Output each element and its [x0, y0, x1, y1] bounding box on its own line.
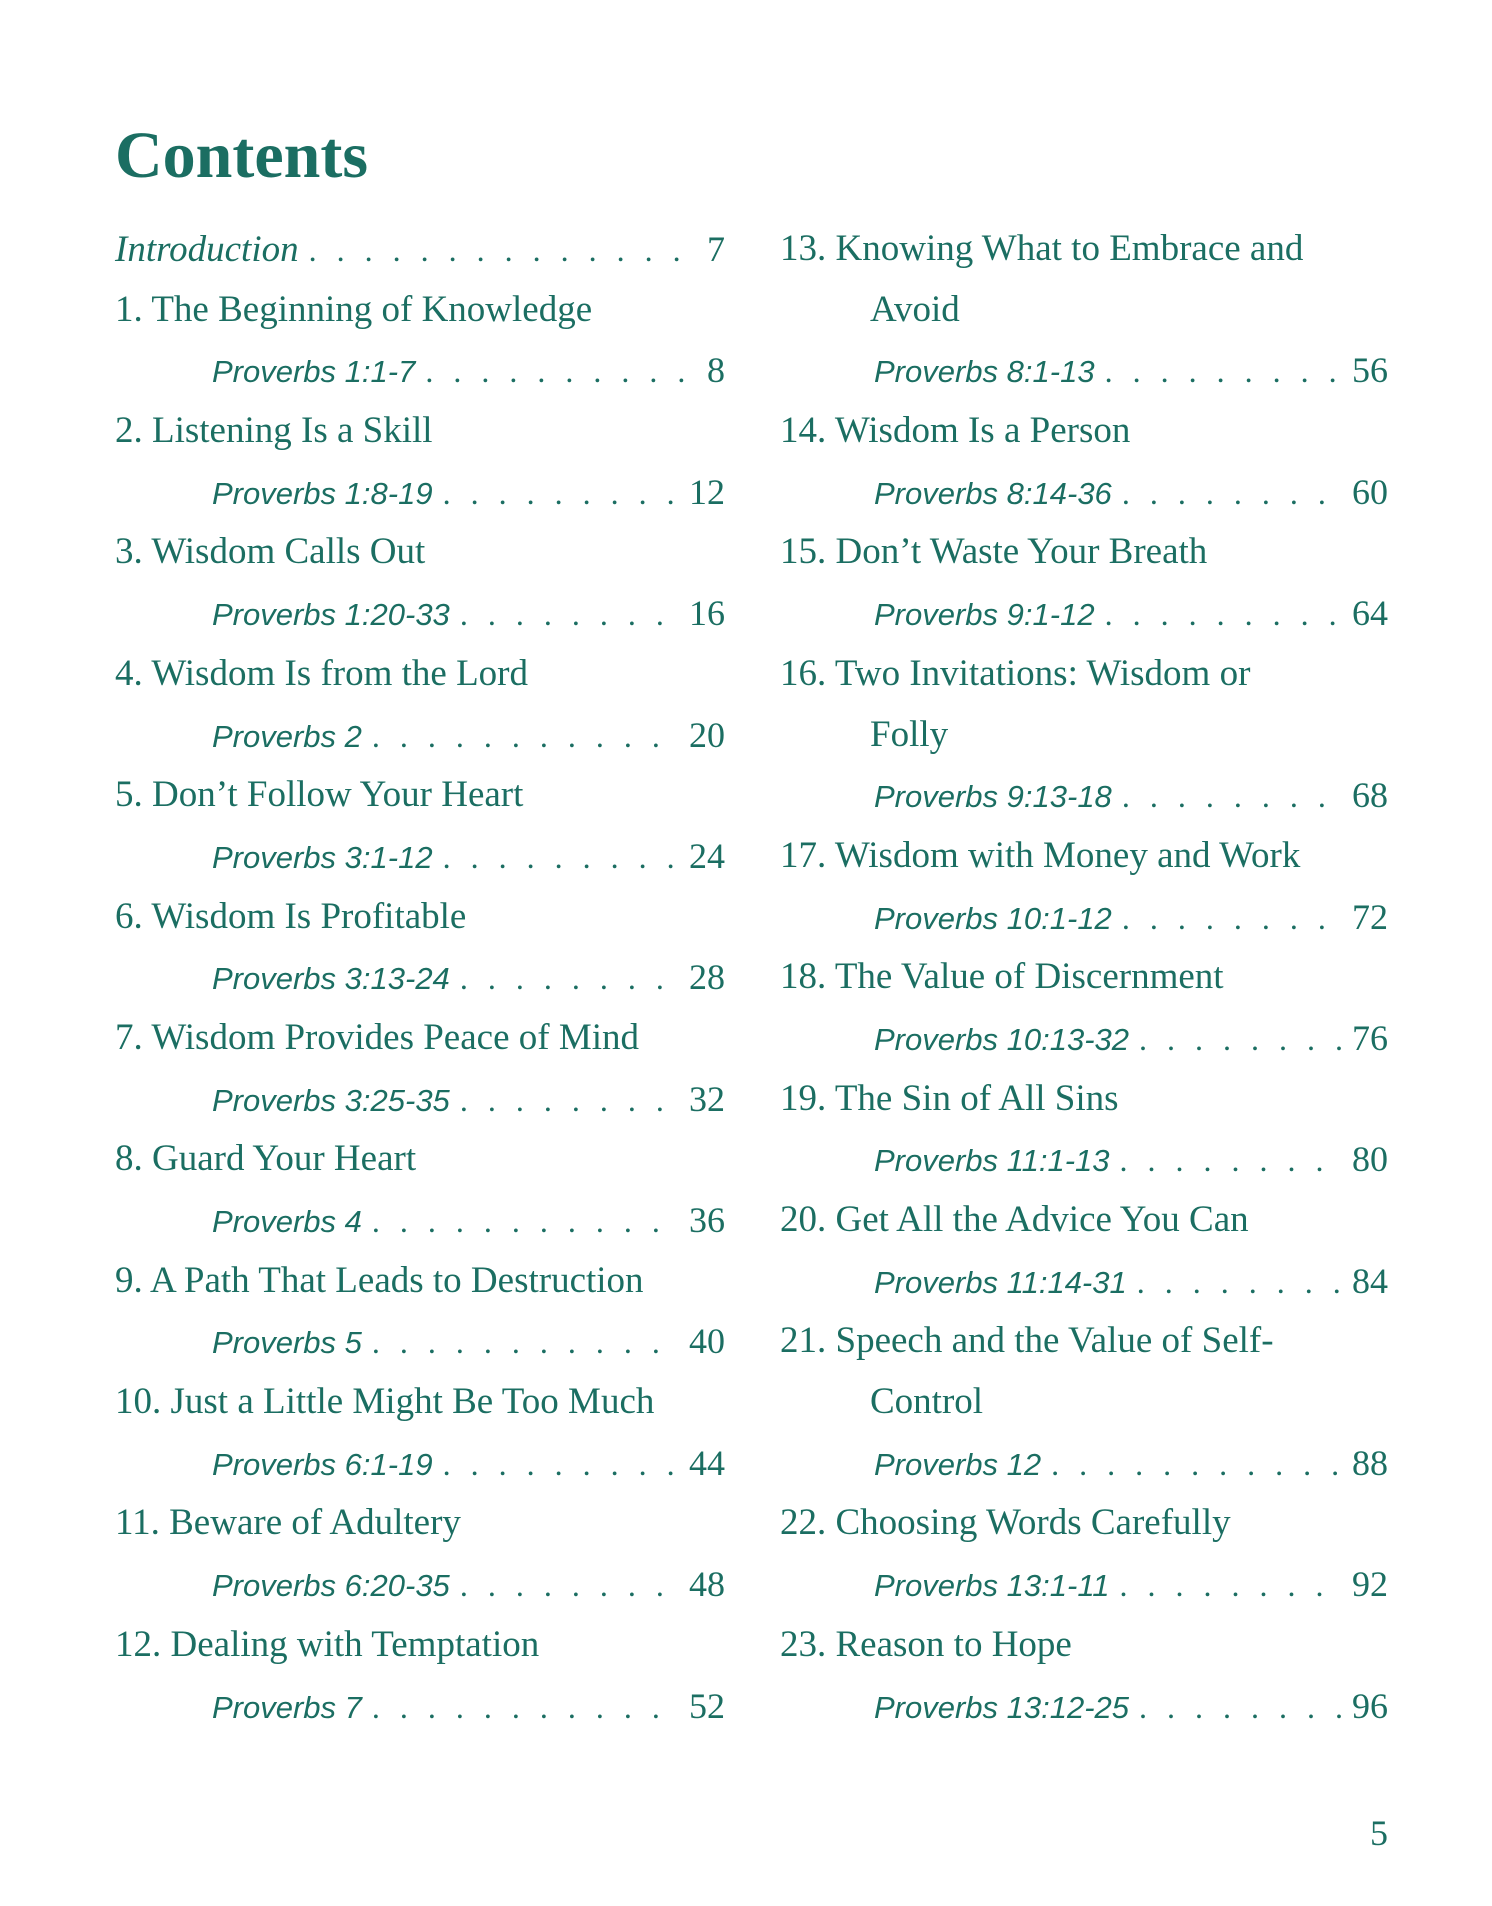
- chapter-title: 10. Just a Little Might Be Too Much: [115, 1381, 655, 1423]
- dot-leader: [443, 463, 679, 524]
- scripture-ref: Proverbs 12: [874, 1446, 1042, 1482]
- scripture-ref: Proverbs 4: [212, 1204, 362, 1239]
- toc-entry[interactable]: [115, 522, 725, 643]
- scripture-ref: Proverbs 11:1-13: [874, 1143, 1110, 1179]
- scripture-ref-line: [115, 1433, 725, 1494]
- page-ref: 80: [1352, 1139, 1388, 1180]
- scripture-ref: Proverbs 13:1-11: [874, 1568, 1110, 1604]
- dot-leader: [309, 220, 697, 281]
- page-ref: 44: [689, 1442, 725, 1483]
- scripture-ref: Proverbs 1:8-19: [212, 475, 433, 511]
- toc-entry[interactable]: [780, 1493, 1388, 1614]
- scripture-ref: Proverbs 3:25-35: [212, 1082, 450, 1118]
- toc-entry[interactable]: [115, 1129, 725, 1250]
- scripture-ref-line: [780, 1433, 1388, 1494]
- chapter-title: 13. Knowing What to Embrace and: [780, 228, 1304, 269]
- scripture-ref: Proverbs 5: [212, 1325, 362, 1361]
- scripture-ref: Proverbs 3:13-24: [212, 961, 450, 997]
- dot-leader: [1120, 1555, 1343, 1616]
- chapter-title: 20. Get All the Advice You Can: [780, 1199, 1249, 1240]
- dot-leader: [1139, 1677, 1342, 1738]
- scripture-ref-line: [780, 340, 1388, 401]
- chapter-title: 16. Two Invitations: Wisdom or: [780, 652, 1251, 694]
- scripture-ref-line: [115, 1069, 725, 1130]
- scripture-ref: Proverbs 8:1-13: [874, 354, 1095, 390]
- scripture-ref-line: [115, 1190, 725, 1251]
- scripture-ref-line: [780, 1554, 1388, 1615]
- page-ref: 48: [689, 1564, 725, 1605]
- page-title: Contents: [115, 119, 369, 192]
- scripture-ref: Proverbs 7: [212, 1689, 362, 1725]
- toc-entry[interactable]: [780, 1190, 1388, 1311]
- scripture-ref: Proverbs 2: [212, 718, 362, 754]
- chapter-title: Control: [870, 1381, 984, 1423]
- toc-entry[interactable]: [115, 765, 725, 886]
- chapter-title: 6. Wisdom Is Profitable: [115, 895, 467, 937]
- page-ref: 88: [1352, 1442, 1388, 1483]
- chapter-title: 4. Wisdom Is from the Lord: [115, 652, 528, 694]
- page-ref: 16: [689, 593, 725, 634]
- scripture-ref: Proverbs 1:20-33: [212, 597, 450, 633]
- page-ref: 72: [1352, 896, 1388, 937]
- scripture-ref-line: [115, 826, 725, 887]
- scripture-ref-line: [780, 1676, 1388, 1737]
- dot-leader: [1105, 341, 1342, 402]
- toc-entry[interactable]: [780, 1069, 1388, 1190]
- dot-leader: [443, 827, 679, 888]
- chapter-title: 2. Listening Is a Skill: [115, 410, 433, 452]
- dot-leader: [1122, 766, 1342, 827]
- toc-entry[interactable]: [115, 644, 725, 765]
- chapter-title: 11. Beware of Adultery: [115, 1502, 461, 1544]
- chapter-title: 9. A Path That Leads to Destruction: [115, 1259, 644, 1301]
- introduction-label: Introduction: [115, 229, 299, 270]
- dot-leader: [460, 1555, 679, 1616]
- page-ref: 12: [689, 471, 725, 512]
- scripture-ref: Proverbs 9:1-12: [874, 597, 1095, 633]
- toc-introduction[interactable]: [115, 219, 725, 280]
- page-ref: 84: [1352, 1260, 1388, 1301]
- scripture-ref: Proverbs 8:14-36: [874, 475, 1112, 511]
- dot-leader: [372, 1312, 679, 1373]
- scripture-ref-line: [115, 583, 725, 644]
- scripture-ref: Proverbs 9:13-18: [874, 779, 1112, 815]
- toc-entry[interactable]: [115, 887, 725, 1008]
- scripture-ref-line: [780, 462, 1388, 523]
- scripture-ref: Proverbs 3:1-12: [212, 839, 433, 875]
- dot-leader: [1122, 888, 1342, 949]
- chapter-title: 23. Reason to Hope: [780, 1623, 1072, 1665]
- dot-leader: [1137, 1252, 1342, 1313]
- scripture-ref-line: [780, 1129, 1388, 1190]
- page-ref: 68: [1352, 775, 1388, 816]
- page-ref: 52: [689, 1685, 725, 1726]
- page-ref: 8: [707, 350, 725, 391]
- toc-entry[interactable]: [780, 401, 1388, 522]
- toc-entry[interactable]: [115, 401, 725, 522]
- chapter-title: Folly: [870, 713, 949, 755]
- page-ref: 60: [1352, 471, 1388, 512]
- scripture-ref-line: [115, 462, 725, 523]
- scripture-ref: Proverbs 10:1-12: [874, 900, 1112, 936]
- toc-entry[interactable]: [780, 522, 1388, 643]
- chapter-title: 8. Guard Your Heart: [115, 1138, 417, 1180]
- page-ref: 24: [689, 835, 725, 876]
- scripture-ref-line: [115, 1554, 725, 1615]
- page-ref: 20: [689, 714, 725, 755]
- page-number: 5: [1370, 1813, 1388, 1853]
- page-ref: 40: [689, 1321, 725, 1362]
- toc-column-right: [780, 219, 1388, 1736]
- dot-leader: [372, 1191, 679, 1252]
- page-ref: 96: [1352, 1685, 1388, 1726]
- scripture-ref: Proverbs 13:12-25: [874, 1689, 1130, 1725]
- toc-entry[interactable]: [780, 1615, 1388, 1736]
- scripture-ref: Proverbs 1:1-7: [212, 354, 416, 390]
- dot-leader: [1105, 584, 1342, 645]
- chapter-title: 3. Wisdom Calls Out: [115, 531, 426, 573]
- toc-entry[interactable]: [115, 1615, 725, 1736]
- scripture-ref: Proverbs 11:14-31: [874, 1264, 1127, 1300]
- chapter-title: 19. The Sin of All Sins: [780, 1077, 1119, 1119]
- toc-entry[interactable]: [115, 1493, 725, 1614]
- scripture-ref-line: [780, 583, 1388, 644]
- scripture-ref-line: [780, 887, 1388, 948]
- scripture-ref-line: [115, 705, 725, 766]
- chapter-title: 18. The Value of Discernment: [780, 956, 1224, 998]
- dot-leader: [425, 341, 697, 402]
- dot-leader: [460, 948, 679, 1009]
- page-ref: 64: [1352, 593, 1388, 634]
- page-ref: 92: [1352, 1564, 1388, 1605]
- dot-leader: [372, 706, 679, 767]
- dot-leader: [460, 584, 679, 645]
- scripture-ref-line: [115, 1676, 725, 1737]
- toc-entry[interactable]: [780, 219, 1388, 401]
- toc-entry[interactable]: [780, 826, 1388, 947]
- chapter-title: Avoid: [870, 288, 960, 330]
- toc-entry[interactable]: [115, 1372, 725, 1493]
- chapter-title: 14. Wisdom Is a Person: [780, 410, 1131, 452]
- toc-entry[interactable]: [115, 280, 725, 401]
- dot-leader: [443, 1434, 679, 1495]
- chapter-title: 21. Speech and the Value of Self-: [780, 1320, 1274, 1362]
- toc-entry[interactable]: [780, 644, 1388, 826]
- dot-leader: [1051, 1434, 1342, 1495]
- toc-entry[interactable]: [115, 1251, 725, 1372]
- scripture-ref-line: [780, 1251, 1388, 1312]
- toc-entry[interactable]: [780, 947, 1388, 1068]
- page-ref: 28: [689, 957, 725, 998]
- scripture-ref-line: [115, 1311, 725, 1372]
- scripture-ref: Proverbs 6:20-35: [212, 1568, 450, 1604]
- page-ref: 32: [689, 1078, 725, 1119]
- scripture-ref-line: [780, 1008, 1388, 1069]
- chapter-title: 15. Don’t Waste Your Breath: [780, 531, 1208, 573]
- toc-entry[interactable]: [115, 1008, 725, 1129]
- dot-leader: [1139, 1009, 1342, 1070]
- page-ref: 36: [689, 1200, 725, 1240]
- scripture-ref-line: [115, 947, 725, 1008]
- page-ref: 56: [1352, 350, 1388, 391]
- chapter-title: 22. Choosing Words Carefully: [780, 1502, 1231, 1544]
- chapter-title: 5. Don’t Follow Your Heart: [115, 774, 524, 816]
- page-ref: 76: [1352, 1017, 1388, 1058]
- scripture-ref: Proverbs 10:13-32: [874, 1021, 1130, 1057]
- toc-column-left: [115, 219, 725, 1736]
- dot-leader: [1120, 1130, 1343, 1191]
- dot-leader: [1122, 463, 1342, 524]
- scripture-ref-line: [780, 765, 1388, 826]
- chapter-title: 7. Wisdom Provides Peace of Mind: [115, 1016, 639, 1058]
- toc-entry[interactable]: [780, 1311, 1388, 1493]
- chapter-title: 12. Dealing with Temptation: [115, 1623, 540, 1665]
- dot-leader: [372, 1677, 679, 1738]
- page-ref: 7: [707, 229, 725, 269]
- dot-leader: [460, 1070, 679, 1131]
- scripture-ref-line: [115, 340, 725, 401]
- chapter-title: 17. Wisdom with Money and Work: [780, 834, 1301, 876]
- chapter-title: 1. The Beginning of Knowledge: [115, 288, 593, 330]
- scripture-ref: Proverbs 6:1-19: [212, 1446, 433, 1482]
